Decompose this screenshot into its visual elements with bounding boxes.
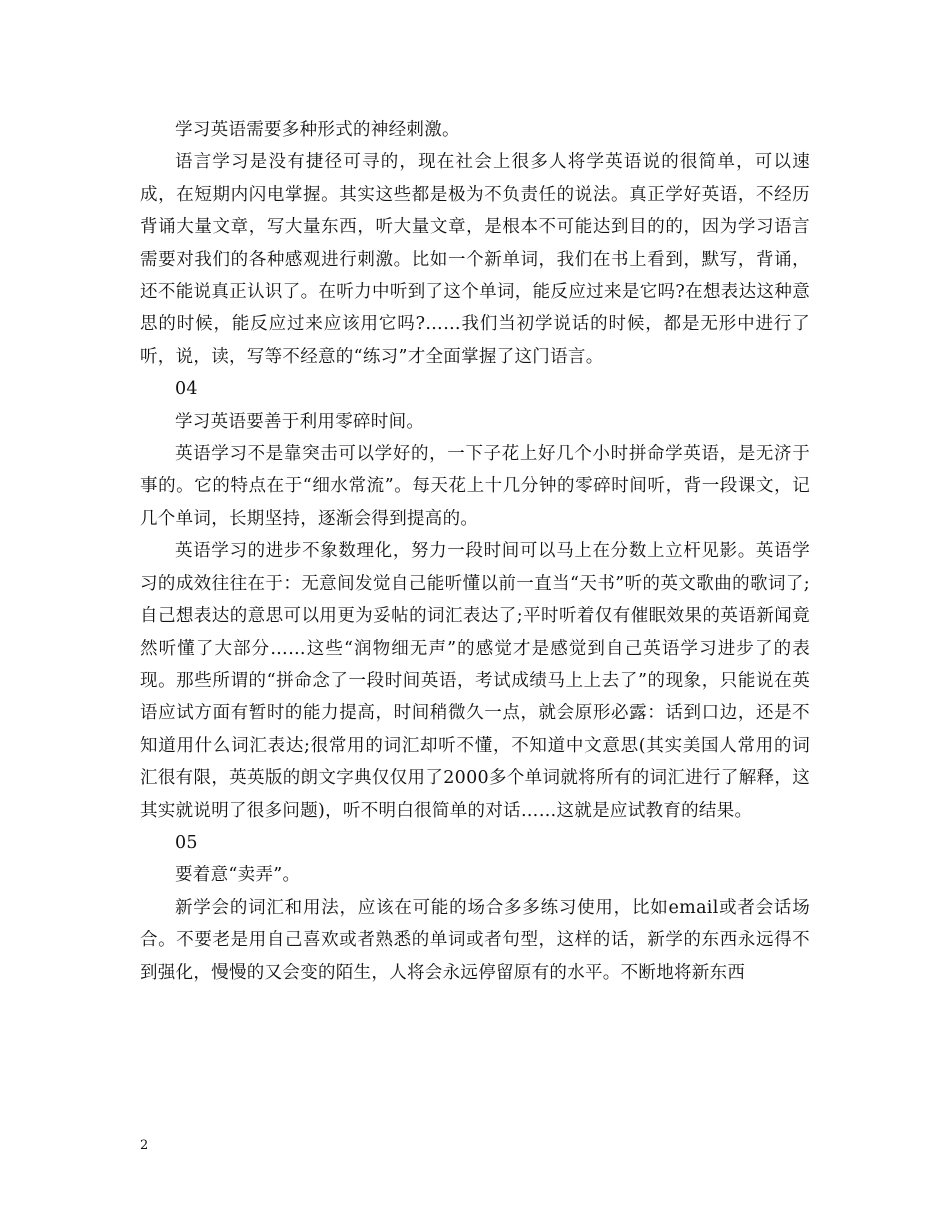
section-heading-spare-time: 学习英语要善于利用零碎时间。 [175,411,425,432]
section-number-05: 05 [175,832,198,853]
section-heading-show-off: 要着意“卖弄”。 [175,865,301,886]
section-number-04: 04 [175,379,198,400]
paragraph-progress: 英语学习的进步不象数理化，努力一段时间可以马上在分数上立杆见影。英语学习的成效往往在于：无意间发觉自己能听懂以前一直当“天书”听的英文歌曲的歌词了;自己想表达的意思可以用更为妥帖的词汇表达了;平时听着仅有催眠效果的英语新闻竟然听懂了大部分……这些“润物细无声”的感觉才是感觉到自己英语学习进步了的表现。那些所谓的“拼命念了一段时间英语，考试成绩马上上去了”的现象，只能说在英语应试方面有暂时的能力提高，时间稍微久一点，就会原形必露：话到口边，还是不知道用什么词汇表达;很常用的词汇却听不懂，不知道中文意思(其实美国人常用的词汇很有限，英英版的朗文字典仅仅用了2000多个单词就将所有的词汇进行了解释，这其实就说明了很多问题)，听不明白很简单的对话……这就是应试教育的结果。 [140,541,810,821]
paragraph-stimulation: 语言学习是没有捷径可寻的，现在社会上很多人将学英语说的很简单，可以速成，在短期内闪电掌握。其实这些都是极为不负责任的说法。真正学好英语，不经历背诵大量文章，写大量东西，听大量文章，是根本不可能达到目的的，因为学习语言需要对我们的各种感观进行刺激。比如一个新单词，我们在书上看到，默写，背诵，还不能说真正认识了。在听力中听到了这个单词，能反应过来是它吗?在想表达这种意思的时候，能反应过来应该用它吗?……我们当初学说话的时候，都是无形中进行了听，说，读，写等不经意的“练习”才全面掌握了这门语言。 [140,152,810,367]
page-number: 2 [140,1138,149,1153]
document-body [140,114,810,989]
paragraph-intro-heading: 学习英语需要多种形式的神经刺激。 [175,120,460,140]
paragraph-spare-time: 英语学习不是靠突击可以学好的，一下子花上好几个小时拼命学英语，是无济于事的。它的特点在于“细水常流”。每天花上十几分钟的零碎时间听，背一段课文，记几个单词，长期坚持，逐渐会得到提高的。 [140,444,810,529]
paragraph-show-off: 新学会的词汇和用法，应该在可能的场合多多练习使用，比如email或者会话场合。不要老是用自己喜欢或者熟悉的单词或者句型，这样的话，新学的东西永远得不到强化，慢慢的又会变的陌生，人将会永远停留原有的水平。不断地将新东西 [140,897,810,983]
